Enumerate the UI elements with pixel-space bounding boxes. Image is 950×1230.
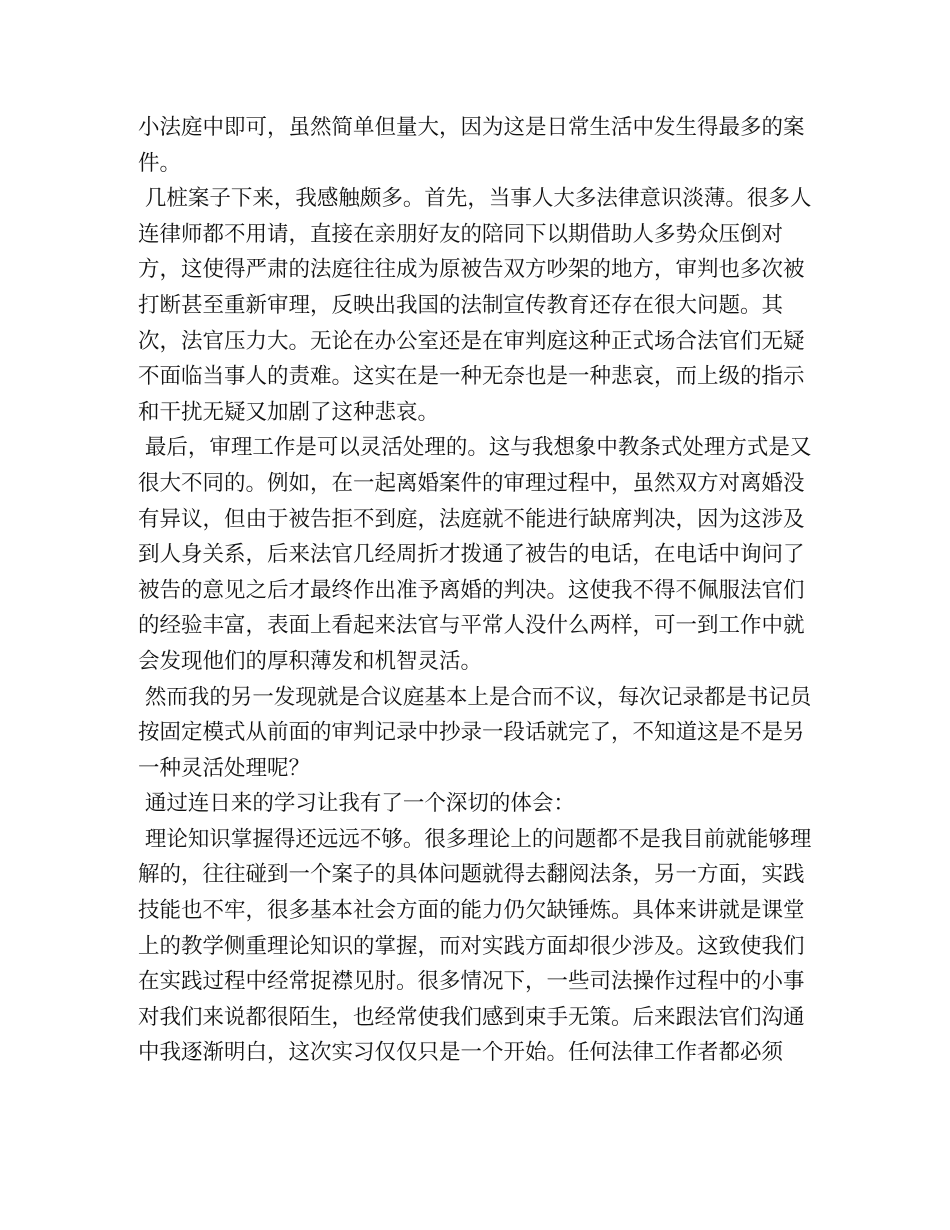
paragraph-5: 通过连日来的学习让我有了一个深切的体会：: [138, 791, 575, 817]
paragraph-2: 几桩案子下来，我感触颇多。首先，当事人大多法律意识淡薄。很多人连律师都不用请，直接在亲朋好友的陪同下以期借助人多势众压倒对方，这使得严肃的法庭往往成为原被告双方吵架的地方，审判也多次被打断甚至重新审理，反映出我国的法制宣传教育还存在很大问题。其次，法官压力大。无论在办公室还是在审判庭这种正式场合法官们无疑不面临当事人的责难。这实在是一种无奈也是一种悲哀，而上级的指示和干扰无疑又加剧了这种悲哀。: [138, 186, 812, 425]
paragraph-6: 理论知识掌握得还远远不够。很多理论上的问题都不是我目前就能够理解的，往往碰到一个案子的具体问题就得去翻阅法条，另一方面，实践技能也不牢，很多基本社会方面的能力仍欠缺锤炼。具体来讲就是课堂上的教学侧重理论知识的掌握，而对实践方面却很少涉及。这致使我们在实践过程中经常捉襟见肘。很多情况下，一些司法操作过程中的小事对我们来说都很陌生，也经常使我们感到束手无策。后来跟法官们沟通中我逐渐明白，这次实习仅仅只是一个开始。任何法律工作者都必须: [138, 826, 812, 1066]
paragraph-4: 然而我的另一发现就是合议庭基本上是合而不议，每次记录都是书记员按固定模式从前面的审判记录中抄录一段话就完了，不知道这是不是另一种灵活处理呢？: [138, 684, 812, 781]
paragraph-1: 小法庭中即可，虽然简单但量大，因为这是日常生活中发生得最多的案件。: [138, 115, 805, 176]
document-body: [138, 110, 818, 1071]
paragraph-3: 最后，审理工作是可以灵活处理的。这与我想象中教条式处理方式是又很大不同的。例如，在一起离婚案件的审理过程中，虽然双方对离婚没有异议，但由于被告拒不到庭，法庭就不能进行缺席判决，因为这涉及到人身关系，后来法官几经周折才拨通了被告的电话，在电话中询问了被告的意见之后才最终作出准予离婚的判决。这使我不得不佩服法官们的经验丰富，表面上看起来法官与平常人没什么两样，可一到工作中就会发现他们的厚积薄发和机智灵活。: [138, 435, 812, 674]
